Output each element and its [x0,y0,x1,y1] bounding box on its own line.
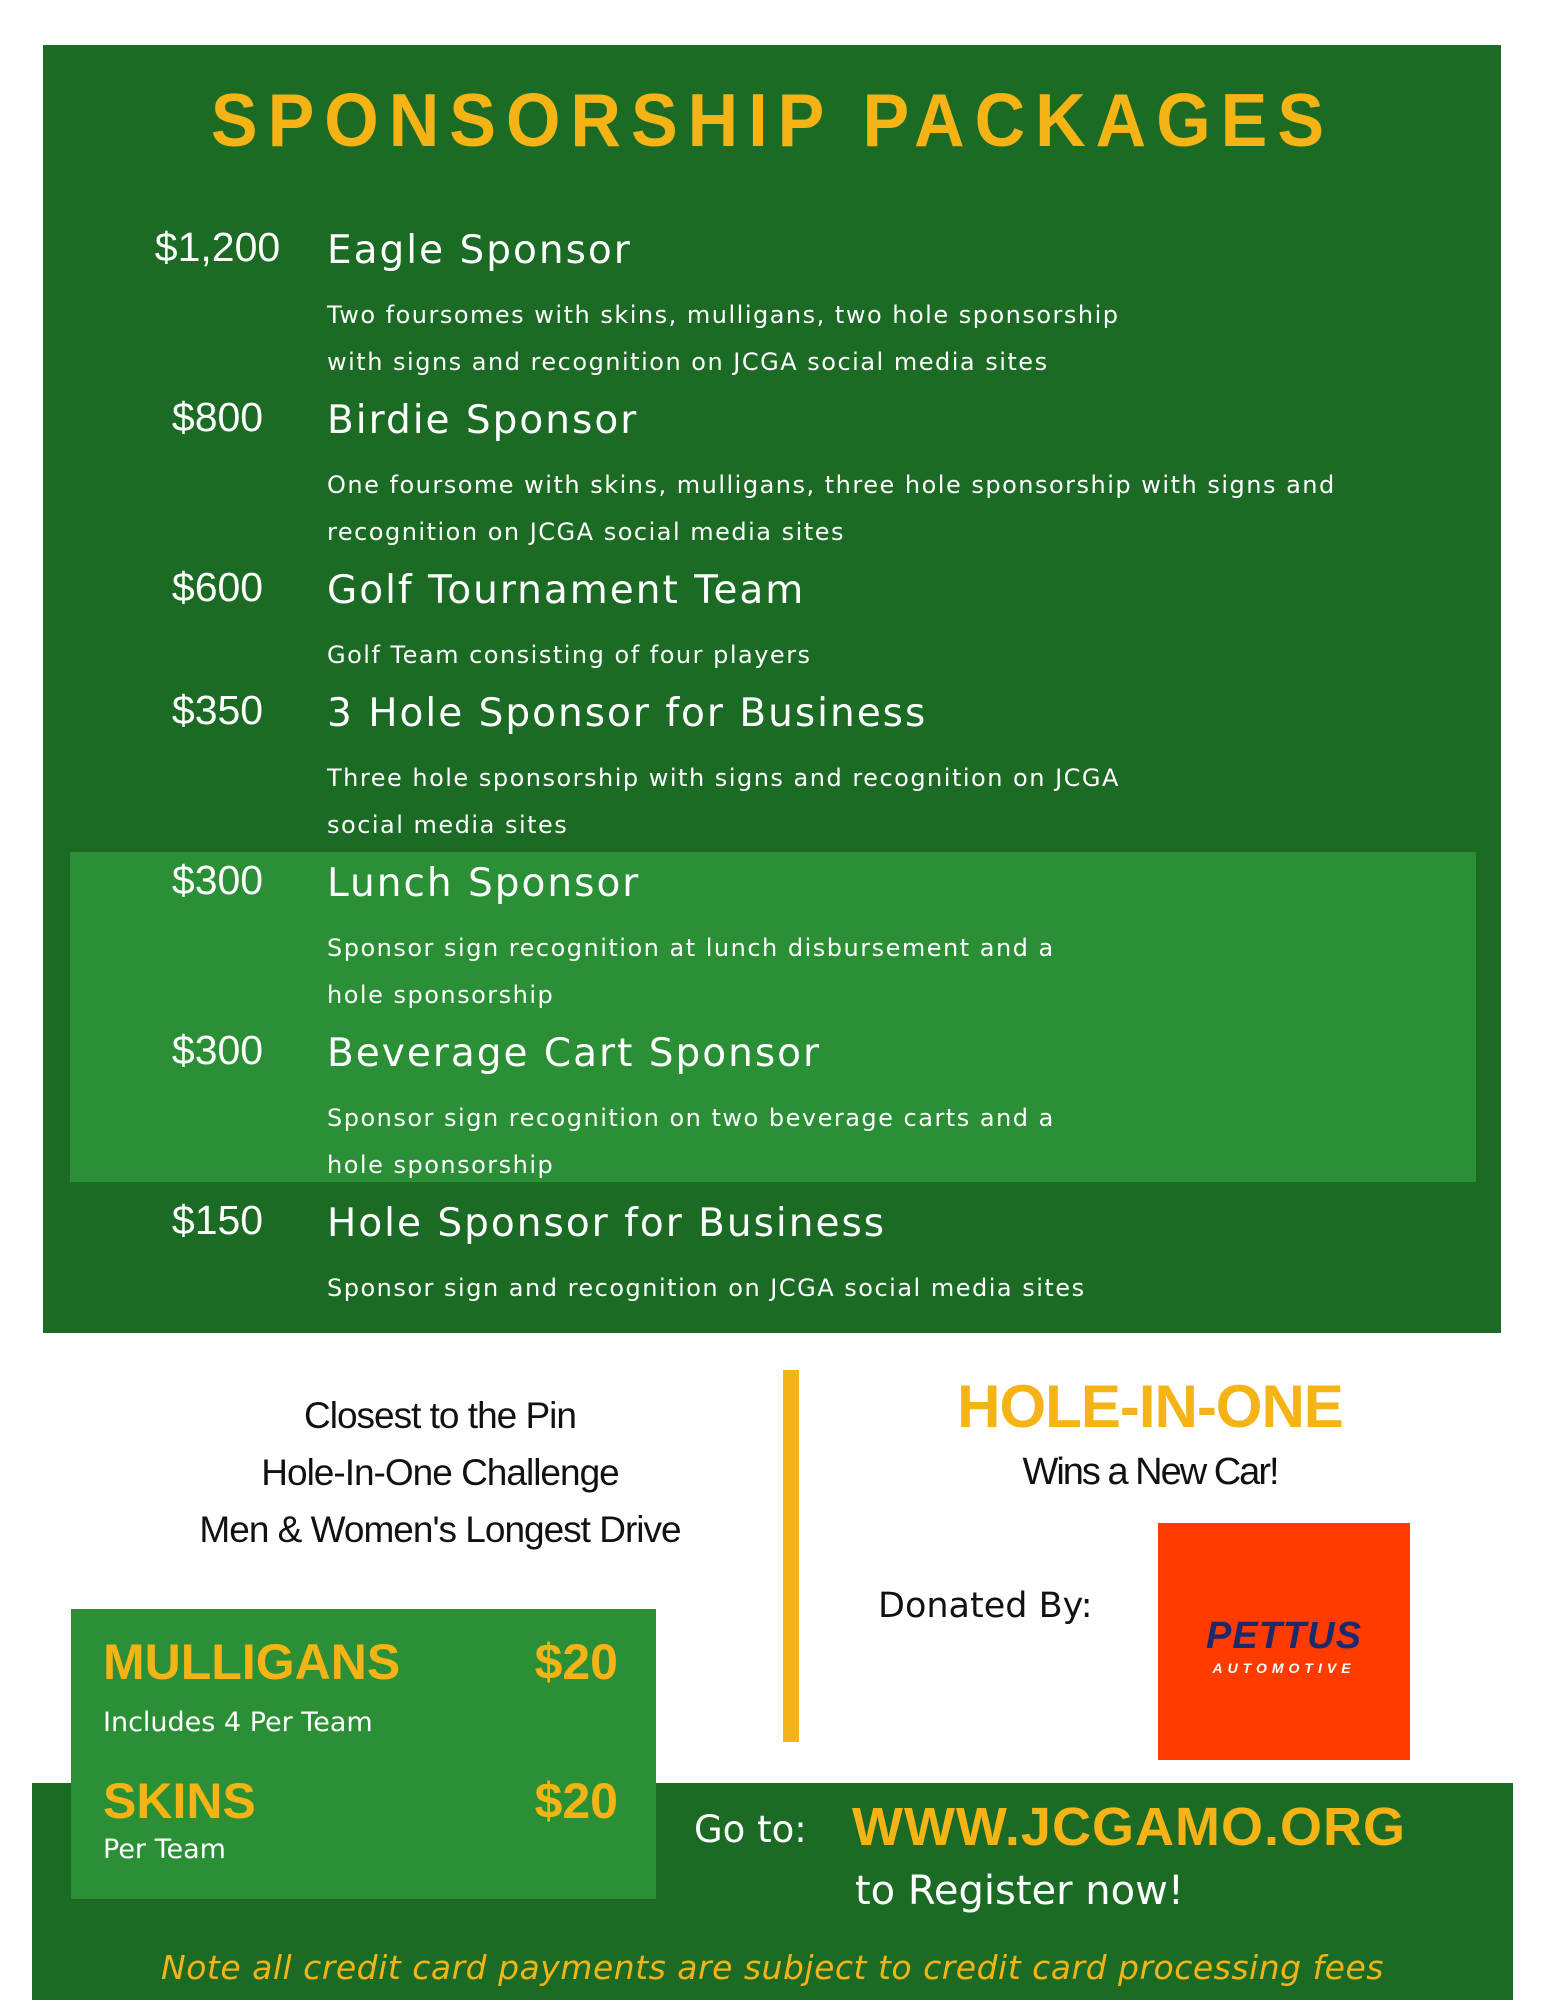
package-name: Hole Sponsor for Business [327,1201,887,1246]
package-name: Golf Tournament Team [327,568,806,613]
package-price: $1,200 [154,224,281,270]
contest-item: Hole-In-One Challenge [261,1452,619,1493]
package-description [327,632,1447,679]
package-description [327,755,1447,849]
package-price: $300 [171,857,264,903]
package-description [327,462,1447,556]
description-line: Three hole sponsorship with signs and recognition on JCGA [327,764,1120,792]
description-line: social media sites [327,811,569,839]
hole-in-one-subtitle: Wins a New Car! [1022,1451,1278,1493]
register-cta: to Register now! [855,1868,1184,1914]
description-line: Two foursomes with skins, mulligans, two hole sponsorship [327,301,1120,329]
contest-list [100,1387,780,1558]
goto-label: Go to: [694,1808,807,1851]
description-line: with signs and recognition on JCGA social media sites [327,348,1049,376]
description-line: hole sponsorship [327,981,555,1009]
package-price: $150 [171,1197,264,1243]
package-description [327,1095,1447,1189]
mulligans-label: MULLIGANS [103,1634,401,1690]
description-line: One foursome with skins, mulligans, three hole sponsorship with signs and [327,471,1336,499]
package-name: Beverage Cart Sponsor [327,1031,822,1076]
skins-note: Per Team [103,1834,226,1865]
package-name: Birdie Sponsor [327,398,639,443]
logo-subtitle: AUTOMOTIVE [1212,1660,1356,1676]
skins-label: SKINS [103,1773,256,1829]
description-line: Sponsor sign recognition on two beverage carts and a [327,1104,1055,1132]
package-name: Lunch Sponsor [327,861,641,906]
mulligans-price: $20 [534,1634,618,1690]
vertical-divider [783,1370,799,1742]
package-description [327,292,1447,386]
pettus-logo [1158,1523,1410,1760]
page-title: SPONSORSHIP PACKAGES [210,77,1335,163]
donated-by-label: Donated By: [878,1586,1093,1626]
package-price: $350 [171,687,264,733]
addons-box [71,1609,656,1899]
description-line: recognition on JCGA social media sites [327,518,845,546]
package-price: $600 [171,564,264,610]
contest-item: Men & Women's Longest Drive [199,1509,681,1550]
contest-item: Closest to the Pin [304,1395,576,1436]
package-description [327,925,1447,1019]
logo-wordmark: PETTUS [1206,1615,1362,1657]
website-link[interactable]: WWW.JCGAMO.ORG [852,1797,1406,1857]
fee-note: Note all credit card payments are subject to credit card processing fees [161,1948,1384,1987]
mulligans-note: Includes 4 Per Team [103,1707,373,1738]
package-description [327,1265,1447,1312]
package-price: $800 [171,394,264,440]
description-line: hole sponsorship [327,1151,555,1179]
description-line: Sponsor sign recognition at lunch disbursement and a [327,934,1055,962]
hole-in-one-title: HOLE-IN-ONE [957,1373,1343,1440]
description-line: Sponsor sign and recognition on JCGA social media sites [327,1274,1086,1302]
skins-price: $20 [534,1773,618,1829]
package-price: $300 [171,1027,264,1073]
package-name: 3 Hole Sponsor for Business [327,691,928,736]
description-line: Golf Team consisting of four players [327,641,812,669]
package-name: Eagle Sponsor [327,228,632,273]
